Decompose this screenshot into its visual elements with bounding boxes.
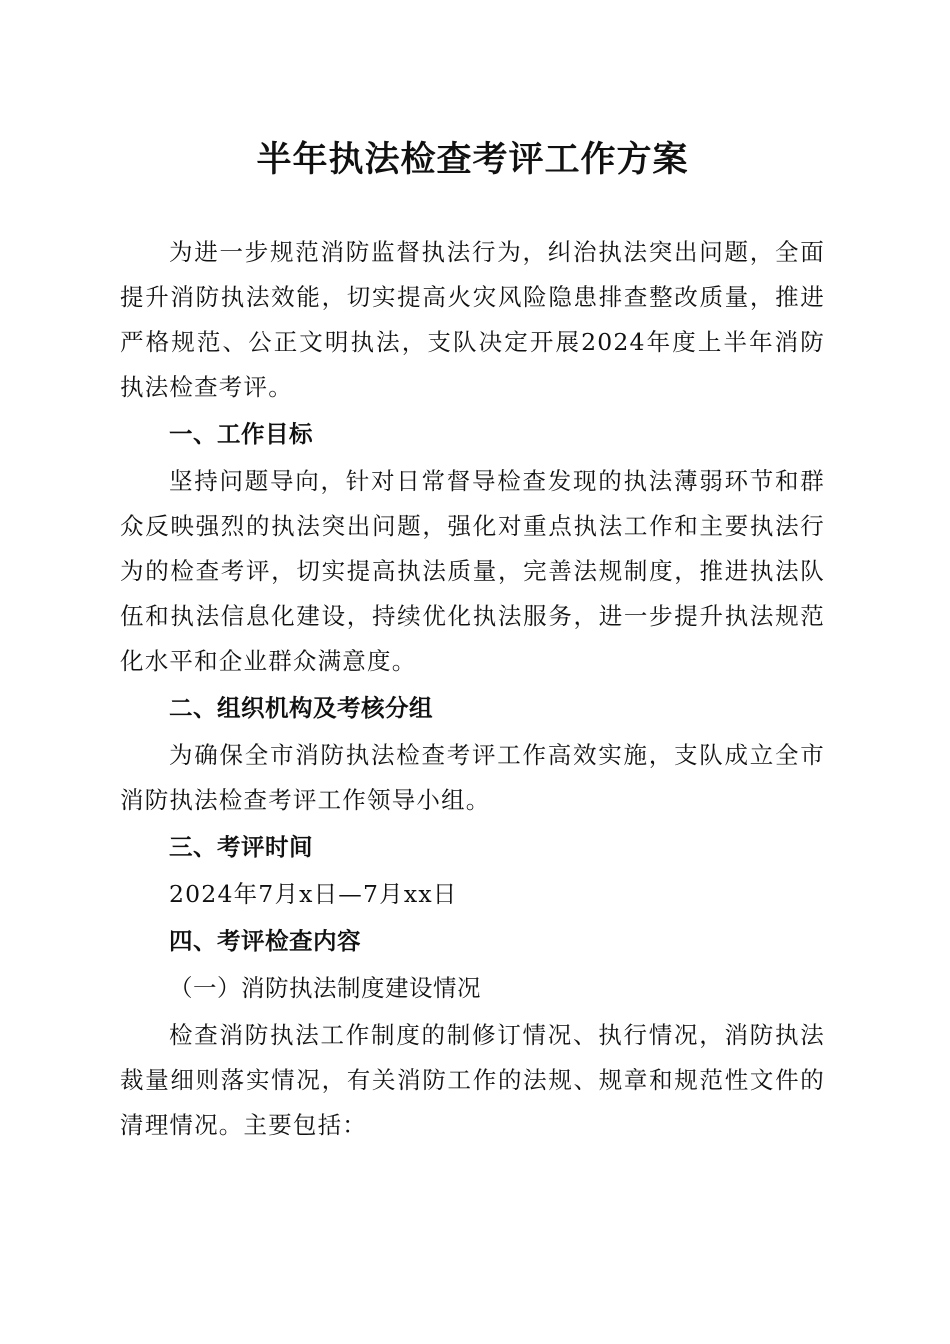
goals-paragraph: 坚持问题导向，针对日常督导检查发现的执法薄弱环节和群众反映强烈的执法突出问题，强化对重点执法工作和主要执法行为的检查考评，切实提高执法质量，完善法规制度，推进执法队伍和执法信息化建设，持续优化执法服务，进一步提升执法规范化水平和企业群众满意度。: [120, 467, 825, 675]
schedule-text: 2024年7月x日—7月xx日: [169, 880, 458, 908]
section-heading-schedule: 三、考评时间: [169, 833, 313, 861]
content-paragraph: 检查消防执法工作制度的制修订情况、执行情况，消防执法裁量细则落实情况，有关消防工作的法规、规章和规范性文件的清理情况。主要包括：: [120, 1021, 825, 1139]
section-heading-organization: 二、组织机构及考核分组: [169, 694, 433, 722]
document-title: 半年执法检查考评工作方案: [256, 139, 689, 180]
document-body: [120, 230, 825, 1150]
subsection-heading-system: （一）消防执法制度建设情况: [169, 974, 481, 1002]
section-heading-content: 四、考评检查内容: [169, 927, 361, 955]
intro-paragraph: 为进一步规范消防监督执法行为，纠治执法突出问题，全面提升消防执法效能，切实提高火灾风险隐患排查整改质量，推进严格规范、公正文明执法，支队决定开展2024年度上半年消防执法检查考评。: [120, 238, 825, 401]
organization-paragraph: 为确保全市消防执法检查考评工作高效实施，支队成立全市消防执法检查考评工作领导小组。: [120, 741, 825, 814]
section-heading-goals: 一、工作目标: [169, 420, 313, 448]
